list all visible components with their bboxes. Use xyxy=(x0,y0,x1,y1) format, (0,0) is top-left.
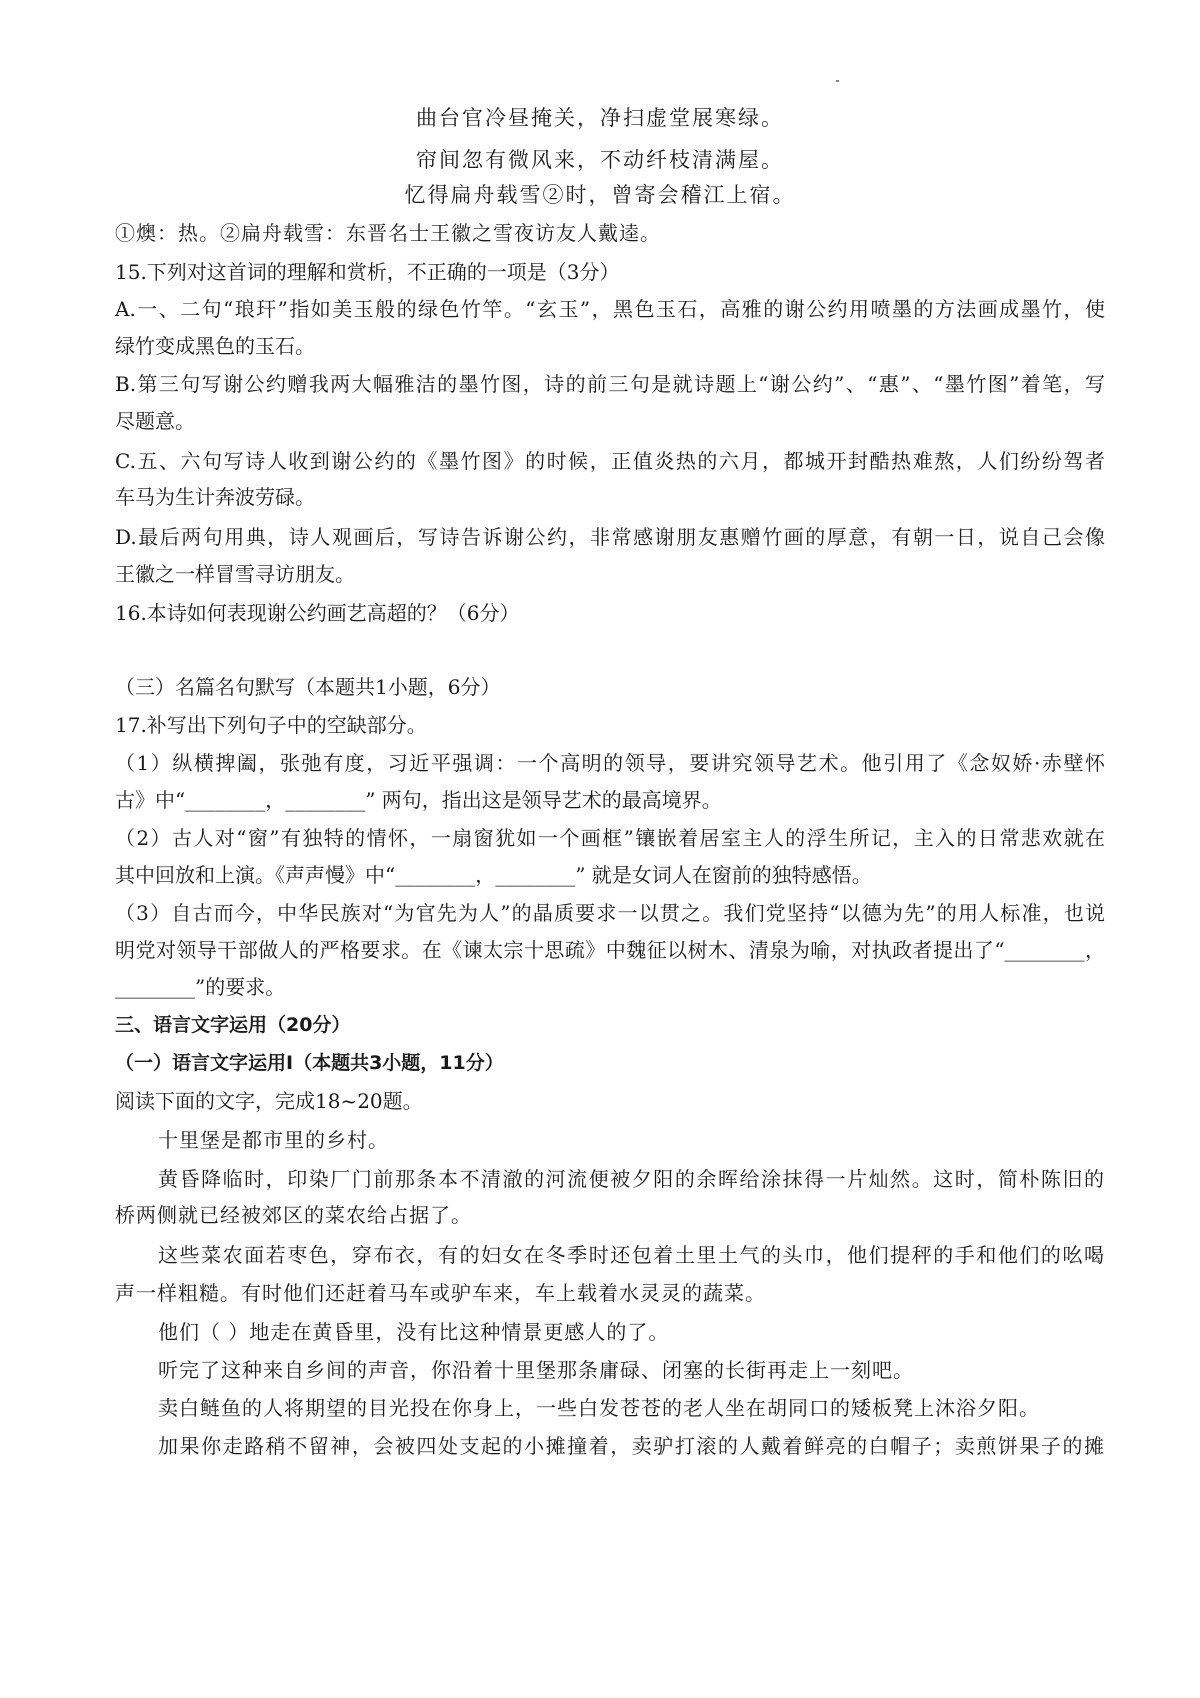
question-16: 16.本诗如何表现谢公约画艺高超的？（6分） xyxy=(115,601,520,625)
subsection-1-heading: （一）语言文字运用Ⅰ（本题共3小题，11分） xyxy=(115,1052,504,1074)
reading-instruction: 阅读下面的文字，完成18~20题。 xyxy=(115,1089,423,1113)
q17-part1-line-2: 古》中“________，________” 两句，指出这是领导艺术的最高境界。 xyxy=(115,788,722,812)
passage-line-1: 十里堡是都市里的乡村。 xyxy=(158,1128,389,1152)
passage-line-8: 卖白鲢鱼的人将期望的目光投在你身上，一些白发苍苍的老人坐在胡同口的矮板凳上沐浴夕阳。 xyxy=(158,1396,1040,1420)
option-d-line-1: D.最后两句用典，诗人观画后，写诗告诉谢公约，非常感谢朋友惠赠竹画的厚意，有朝一日，说自己会像 xyxy=(115,525,1105,549)
part-3-heading: 三、语言文字运用（20分） xyxy=(115,1014,351,1036)
question-15-stem: 15.下列对这首词的理解和赏析，不正确的一项是（3分） xyxy=(115,260,620,284)
option-a-line-1: A.一、二句“琅玕”指如美玉般的绿色竹竿。“玄玉”，黑色玉石，高雅的谢公约用喷墨的方法画成墨竹，使 xyxy=(115,297,1105,321)
option-d-line-2: 王徽之一样冒雪寻访朋友。 xyxy=(115,562,355,586)
passage-line-4: 这些菜农面若枣色，穿布衣，有的妇女在冬季时还包着土里土气的头巾，他们提秤的手和他们的吆喝 xyxy=(158,1243,1105,1267)
scan-mark xyxy=(836,80,839,82)
passage-line-5: 声一样粗糙。有时他们还赶着马车或驴车来，车上载着水灵灵的蔬菜。 xyxy=(115,1281,766,1305)
poem-line-3: 忆得扁舟载雪②时，曾寄会稽江上宿。 xyxy=(404,183,796,207)
q17-part3-line-3: ________”的要求。 xyxy=(115,975,286,999)
q17-part1-line-1: （1）纵横捭阖，张弛有度，习近平强调：一个高明的领导，要讲究领导艺术。他引用了《念奴娇·赤壁怀 xyxy=(115,751,1105,775)
q17-part2-line-1: （2）古人对“窗”有独特的情怀，一扇窗犹如一个画框”镶嵌着居室主人的浮生所记，主入的日常悲欢就在 xyxy=(115,826,1105,850)
passage-line-2: 黄昏降临时，印染厂门前那条本不清澈的河流便被夕阳的余晖给涂抹得一片灿然。这时，简朴陈旧的 xyxy=(158,1167,1105,1191)
passage-line-7: 听完了这种来自乡间的声音，你沿着十里堡那条庸碌、闭塞的长街再走上一刻吧。 xyxy=(158,1358,914,1382)
option-c-line-2: 车马为生计奔波劳碌。 xyxy=(115,485,315,509)
passage-line-3: 桥两侧就已经被郊区的菜农给占据了。 xyxy=(115,1203,472,1227)
option-b-line-1: B.第三句写谢公约赠我两大幅雅洁的墨竹图，诗的前三句是就诗题上“谢公约”、“惠”、“墨竹图”着笔，写 xyxy=(115,372,1105,396)
question-17-stem: 17.补写出下列句子中的空缺部分。 xyxy=(115,713,427,737)
passage-line-6: 他们（ ）地走在黄昏里，没有比这种情景更感人的了。 xyxy=(158,1320,670,1344)
passage-line-9: 加果你走路稍不留神，会被四处支起的小摊撞着，卖驴打滚的人戴着鲜亮的白帽子；卖煎饼果子的摊 xyxy=(158,1434,1105,1458)
footnote: ①燠：热。②扁舟载雪：东晋名士王徽之雪夜访友人戴逵。 xyxy=(115,221,661,245)
poem-line-1: 曲台官冷昼掩关，净扫虚堂展寒绿。 xyxy=(416,106,784,130)
option-a-line-2: 绿竹变成黑色的玉石。 xyxy=(115,334,315,358)
section-heading-3: （三）名篇名句默写（本题共1小题，6分） xyxy=(115,675,501,699)
q17-part3-line-1: （3）自古而今，中华民族对“为官先为人”的晶质要求一以贯之。我们党坚持“以德为先”的用人标准，也说 xyxy=(115,901,1105,925)
option-c-line-1: C.五、六句写诗人收到谢公约的《墨竹图》的时候，正值炎热的六月，都城开封酷热难熬，人们纷纷驾者 xyxy=(115,449,1105,473)
q17-part2-line-2: 其中回放和上演。《声声慢》中“________，________” 就是女词人在窗前的独特感悟。 xyxy=(115,863,872,887)
q17-part3-line-2: 明党对领导干部做人的严格要求。在《谏太宗十思疏》中魏征以树木、清泉为喻，对执政者提出了“________， xyxy=(115,938,1105,962)
poem-line-2: 帘间忽有微风来，不动纤枝清满屋。 xyxy=(416,148,784,172)
option-b-line-2: 尽题意。 xyxy=(115,409,195,433)
